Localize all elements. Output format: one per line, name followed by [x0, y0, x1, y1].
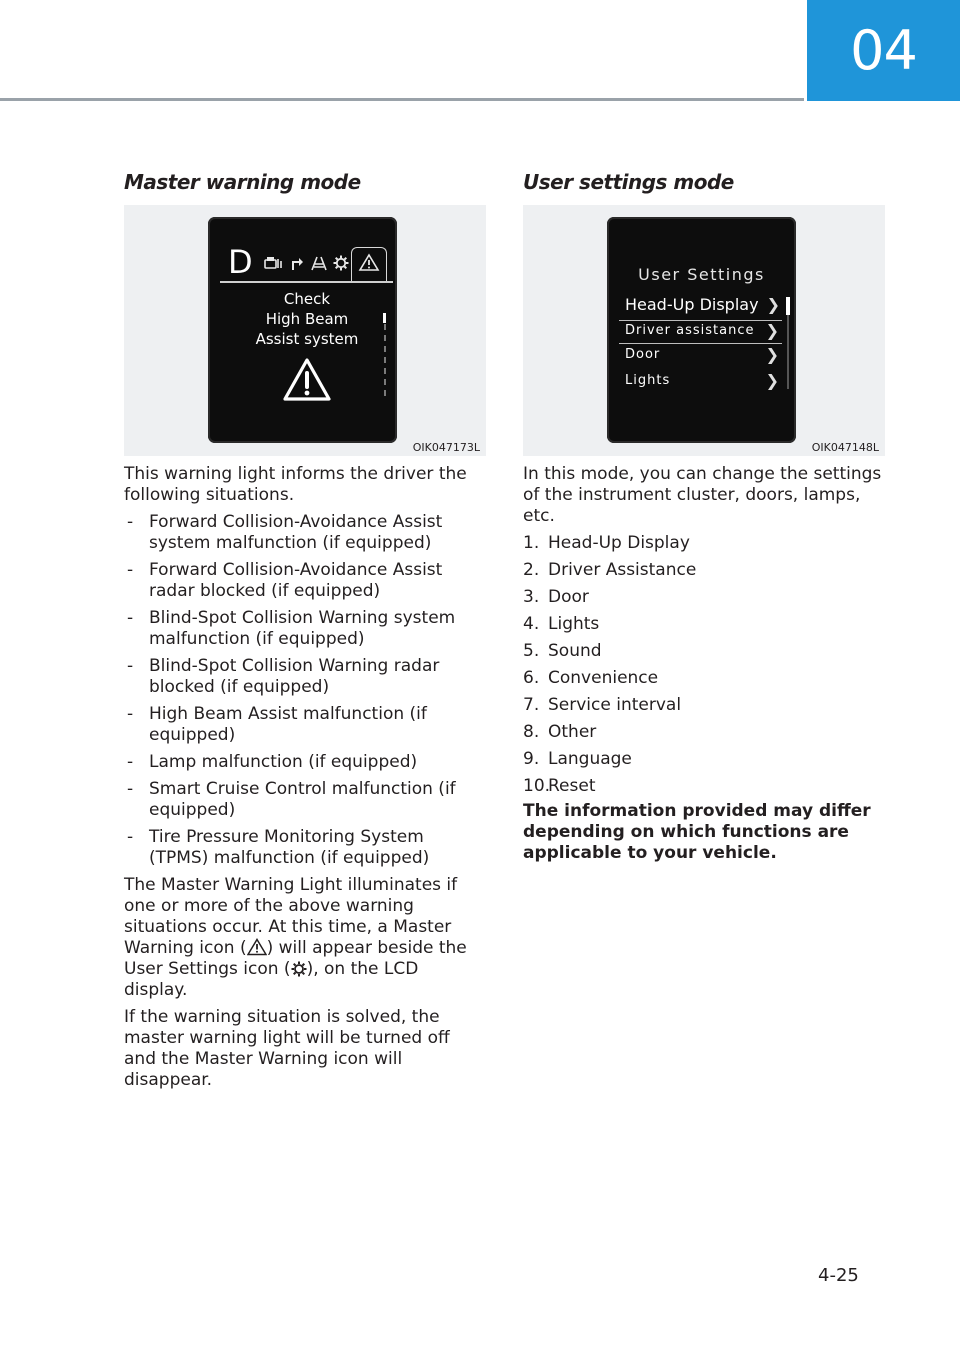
list-label: Sound [548, 641, 602, 661]
figure-code: OIK047173L [412, 441, 480, 454]
turn-navigation-icon [289, 255, 305, 271]
menu-item-label: Lights [625, 373, 671, 388]
scroll-thumb [383, 313, 386, 323]
list-item [523, 722, 885, 743]
scroll-thumb [786, 297, 790, 315]
list-number: 6. [523, 668, 540, 688]
chevron-right-icon: ❯ [766, 295, 780, 314]
list-number: 7. [523, 695, 540, 715]
list-label: Other [548, 722, 597, 742]
warning-message-line: Assist system [255, 330, 359, 348]
list-item [523, 560, 885, 581]
list-item [523, 587, 885, 608]
list-number: 3. [523, 587, 540, 607]
list-item: - Lamp malfunction (if equipped) [124, 752, 486, 773]
list-label: Head-Up Display [548, 533, 690, 553]
list-number: 4. [523, 614, 540, 634]
list-number: 5. [523, 641, 540, 661]
chevron-right-icon: ❯ [765, 321, 780, 340]
warning-triangle-icon [282, 357, 332, 403]
menu-item-label: Head-Up Display [625, 295, 759, 314]
list-item: - High Beam Assist malfunction (if equipped) [124, 704, 486, 746]
list-item: - Smart Cruise Control malfunction (if equipped) [124, 779, 486, 821]
list-label: Language [548, 749, 632, 769]
menu-item-lights [625, 371, 780, 390]
large-warning-icon [282, 357, 332, 408]
warning-message [218, 289, 396, 349]
list-item [523, 668, 885, 689]
list-item [523, 533, 885, 554]
cluster-display [208, 217, 397, 443]
list-label: Door [548, 587, 589, 607]
section-title-user-settings: User settings mode [523, 170, 734, 194]
list-number: 8. [523, 722, 540, 742]
user-settings-title: User Settings [638, 265, 765, 284]
left-column [124, 170, 486, 1097]
paragraph-text: The Master Warning Light illuminates if one or more of the above warning situations occur. At this time, a Master Warning icon ( [124, 875, 458, 958]
figure-code: OIK047148L [811, 441, 879, 454]
header-rule [0, 98, 804, 101]
list-label: Service interval [548, 695, 682, 715]
list-number: 10. [523, 776, 551, 796]
figure-master-warning [124, 205, 486, 456]
list-label: Lights [548, 614, 600, 634]
section-title-master-warning: Master warning mode [124, 170, 361, 194]
chevron-right-icon: ❯ [765, 371, 780, 390]
list-item [523, 776, 885, 797]
intro-paragraph: This warning light informs the driver the following situations. [124, 464, 467, 505]
paragraph-text: ) will appear beside the User Settings icon ( [124, 938, 467, 979]
display-divider [220, 281, 393, 283]
paragraph-text: ), on the LCD display. [124, 959, 419, 1000]
list-item: - Blind-Spot Collision Warning system malfunction (if equipped) [124, 608, 486, 650]
figure-user-settings [523, 205, 885, 456]
warning-message-line: High Beam [265, 310, 349, 328]
master-warning-paragraph [124, 875, 486, 1001]
cluster-display [607, 217, 796, 443]
right-column [523, 170, 885, 864]
page-number: 4-25 [818, 1265, 859, 1286]
applicability-note: The information provided may differ depending on which functions are applicable to your vehicle. [523, 801, 871, 863]
list-item: - Forward Collision-Avoidance Assist system malfunction (if equipped) [124, 512, 486, 554]
warning-situation-list [124, 512, 486, 869]
list-label: Convenience [548, 668, 659, 688]
menu-item-driver-assistance [625, 321, 780, 340]
menu-item-label: Door [625, 347, 661, 362]
scroll-track [384, 313, 386, 397]
list-item [523, 749, 885, 770]
settings-list [523, 533, 885, 797]
list-item: - Tire Pressure Monitoring System (TPMS) malfunction (if equipped) [124, 827, 486, 869]
list-item: - Forward Collision-Avoidance Assist radar blocked (if equipped) [124, 560, 486, 602]
intro-paragraph: In this mode, you can change the settings of the instrument cluster, doors, lamps, etc. [523, 464, 882, 526]
menu-item-label: Driver assistance [625, 323, 755, 338]
gear-icon [333, 255, 349, 271]
trip-computer-icon [264, 255, 284, 271]
list-label: Reset [548, 776, 596, 796]
warning-triangle-icon [247, 938, 267, 956]
warning-triangle-icon [352, 248, 386, 278]
list-item [523, 641, 885, 662]
resolved-paragraph: If the warning situation is solved, the master warning light will be turned off and the Master Warning icon will disappear. [124, 1007, 450, 1090]
mode-icon-row [264, 255, 349, 271]
list-item [523, 614, 885, 635]
list-number: 1. [523, 533, 540, 553]
list-label: Driver Assistance [548, 560, 697, 580]
list-item: - Blind-Spot Collision Warning radar blocked (if equipped) [124, 656, 486, 698]
gear-indicator: D [228, 243, 253, 281]
chevron-right-icon: ❯ [765, 345, 780, 364]
list-number: 2. [523, 560, 540, 580]
list-item [523, 695, 885, 716]
chapter-tab: 04 [807, 0, 960, 101]
menu-item-head-up-display [625, 295, 780, 314]
gear-icon [291, 961, 307, 977]
master-warning-tab [351, 247, 387, 282]
warning-message-line: Check [283, 290, 331, 308]
driving-assist-icon [310, 255, 328, 271]
menu-item-door [625, 345, 780, 364]
list-number: 9. [523, 749, 540, 769]
